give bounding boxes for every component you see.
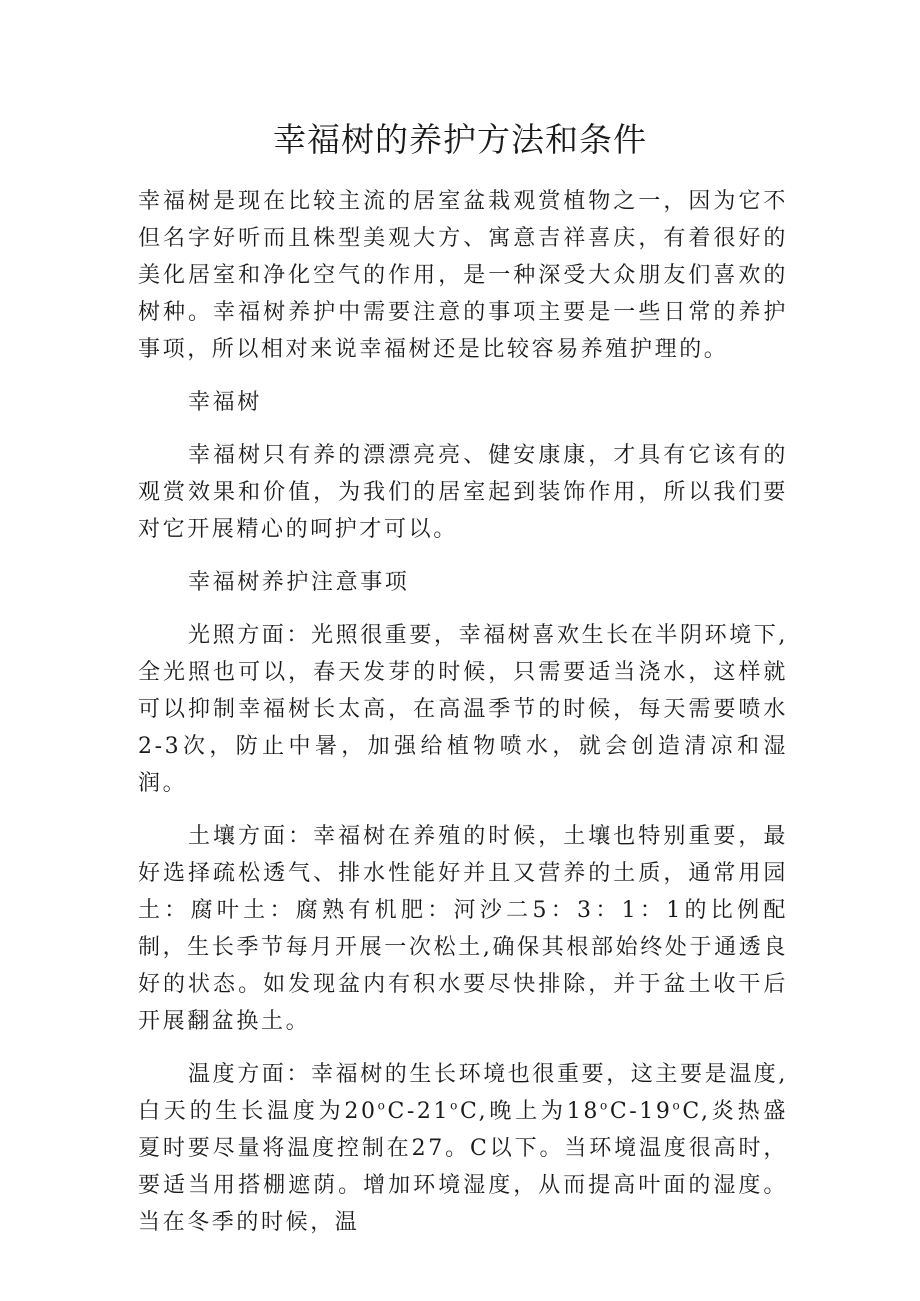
degree-mark: o	[377, 1098, 388, 1113]
body-paragraph-soil: 土壤方面：幸福树在养殖的时候，土壤也特别重要，最好选择疏松透气、排水性能好并且又营养的土质，通常用园土：腐叶土：腐熟有机肥：河沙二5：3：1：1的比例配制，生长季节每月开展一次松土,确保其根部始终处于通透良好的状态。如发现盆内有积水要尽快排除，并于盆土收干后开展翻盆换土。	[138, 824, 788, 1034]
document-body	[138, 183, 788, 1257]
temperature-text-1: 温度方面：幸福树的生长环境也很重要，这主要是温度,白天的生长温度为20	[138, 1062, 788, 1124]
document-title: 幸福树的养护方法和条件	[273, 120, 647, 159]
degree-mark: o	[672, 1098, 683, 1113]
degree-mark: o	[450, 1098, 460, 1113]
temperature-text-3: C,晚上为18	[459, 1099, 601, 1124]
temperature-text-5: C,炎热盛夏时要尽量将温度控制在27。C以下。当环境温度很高时，要适当用搭棚遮荫。增加环境湿度，从而提高叶面的湿度。当在冬季的时候，温	[138, 1099, 788, 1235]
section-heading-plant: 幸福树	[188, 390, 262, 415]
temperature-text-4: C-19	[609, 1099, 673, 1124]
body-paragraph-temperature	[138, 1056, 788, 1241]
degree-mark: o	[600, 1098, 610, 1113]
temperature-text-2: C-21	[387, 1099, 451, 1124]
intro-paragraph: 幸福树是现在比较主流的居室盆栽观赏植物之一，因为它不但名字好听而且株型美观大方、寓意吉祥喜庆，有着很好的美化居室和净化空气的作用，是一种深受大众朋友们喜欢的树种。幸福树养护中需要注意的事项主要是一些日常的养护事项，所以相对来说幸福树还是比较容易养殖护理的。	[138, 189, 788, 362]
body-paragraph-value: 幸福树只有养的漂漂亮亮、健安康康，才具有它该有的观赏效果和价值，为我们的居室起到装饰作用，所以我们要对它开展精心的呵护才可以。	[138, 443, 788, 542]
body-paragraph-light: 光照方面：光照很重要，幸福树喜欢生长在半阴环境下,全光照也可以，春天发芽的时候，只需要适当浇水，这样就可以抑制幸福树长太高，在高温季节的时候，每天需要喷水2-3次，防止中暑，加强给植物喷水，就会创造清凉和湿润。	[138, 623, 788, 796]
section-heading-care-notes: 幸福树养护注意事项	[188, 570, 410, 595]
